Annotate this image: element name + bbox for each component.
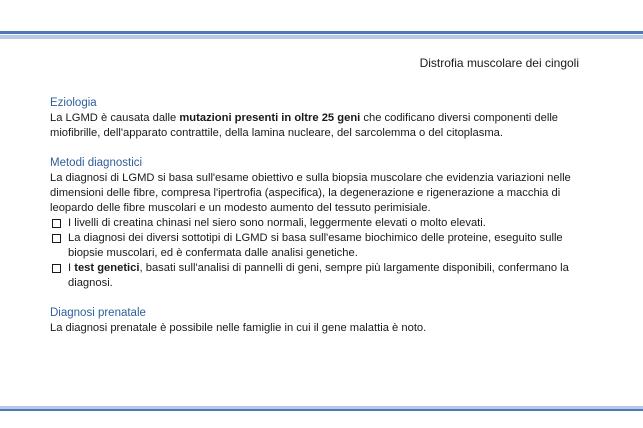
bottom-bar-dark-line — [0, 409, 643, 411]
bullet-text: I livelli di creatina chinasi nel siero sono normali, leggermente elevati o molto elevati. — [68, 217, 486, 229]
document-title: Distrofia muscolare dei cingoli — [419, 56, 579, 70]
section-eziologia — [50, 96, 590, 141]
section-metodi-diagnostici — [50, 156, 590, 291]
prenatale-text: La diagnosi prenatale è possibile nelle famiglie in cui il gene malattia è noto. — [50, 322, 427, 334]
list-item — [50, 231, 590, 261]
list-item — [50, 261, 590, 291]
top-bar-dark-line — [0, 31, 643, 34]
bullet-text-pre: I — [68, 262, 75, 274]
bullet-text: La diagnosi dei diversi sottotipi di LGMD si basa sull'esame biochimico delle proteine, eseguito sulle biopsie muscolari, ed è confermata dalle analisi genetiche. — [68, 232, 563, 259]
bottom-decorative-bar — [0, 406, 643, 412]
checkbox-icon — [52, 234, 61, 243]
top-decorative-bar — [0, 31, 643, 39]
metodi-bullet-list — [50, 216, 590, 291]
checkbox-icon — [52, 219, 61, 228]
list-item — [50, 216, 590, 231]
eziologia-text-pre: La LGMD è causata dalle — [50, 112, 180, 124]
heading-eziologia: Eziologia — [50, 97, 97, 109]
top-bar-light-line — [0, 35, 643, 39]
bullet-text-bold: test genetici — [74, 262, 140, 274]
metodi-intro-text: La diagnosi di LGMD si basa sull'esame obiettivo e sulla biopsia muscolare che evidenzia variazioni nelle dimensioni delle fibre, compresa l'ipertrofia (aspecifica), la degenerazione e rigenerazione a macchia di leopardo delle fibre muscolari e un modesto aumento del tessuto perimisiale. — [50, 172, 571, 214]
heading-metodi-diagnostici: Metodi diagnostici — [50, 157, 143, 169]
document-body — [50, 96, 590, 351]
checkbox-icon — [52, 264, 61, 273]
eziologia-text-bold: mutazioni presenti in oltre 25 geni — [179, 112, 361, 124]
bullet-text-post: , basati sull'analisi di pannelli di geni, sempre più largamente disponibili, confermano la diagnosi. — [68, 262, 569, 289]
eziologia-text — [50, 111, 590, 141]
eziologia-text-post: che codificano diversi componenti delle miofibrille, dell'apparato contrattile, della lamina nucleare, del sarcolemma o del citoplasma. — [50, 112, 559, 139]
section-diagnosi-prenatale — [50, 306, 590, 336]
heading-diagnosi-prenatale: Diagnosi prenatale — [50, 307, 146, 319]
